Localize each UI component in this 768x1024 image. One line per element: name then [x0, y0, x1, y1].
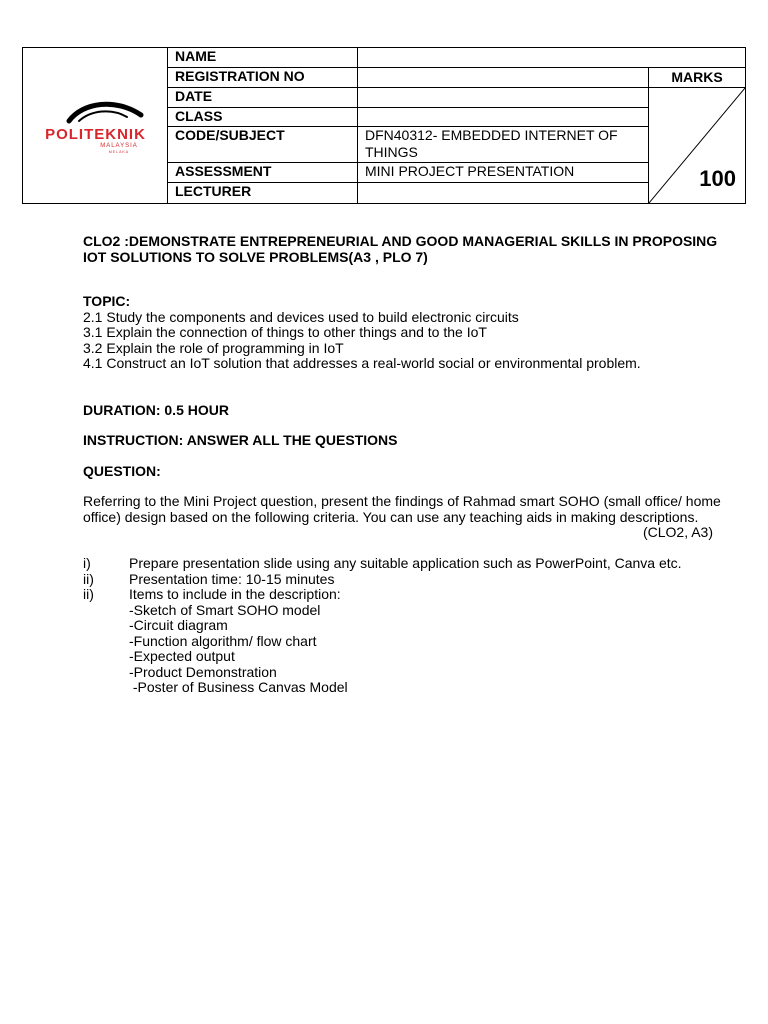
instruction: INSTRUCTION: ANSWER ALL THE QUESTIONS — [83, 432, 398, 448]
list-item — [83, 556, 733, 572]
duration: DURATION: 0.5 HOUR — [83, 401, 229, 418]
sub-item: -Sketch of Smart SOHO model — [129, 601, 321, 618]
sub-item: -Product Demonstration — [129, 663, 277, 680]
sub-item: -Function algorithm/ flow chart — [129, 632, 317, 649]
sub-item: -Poster of Business Canvas Model — [129, 679, 348, 695]
politeknik-logo — [23, 89, 168, 159]
topic-item: 4.1 Construct an IoT solution that addresses a real-world social or environmental problem. — [83, 355, 641, 371]
assessment-label: ASSESSMENT — [168, 163, 358, 183]
marks-score-cell — [649, 88, 746, 204]
header-table — [22, 47, 746, 204]
list-text: Prepare presentation slide using any suitable application such as PowerPoint, Canva etc. — [129, 555, 682, 571]
class-value[interactable] — [358, 108, 649, 127]
assessment-value: MINI PROJECT PRESENTATION — [358, 163, 649, 183]
date-label: DATE — [168, 88, 358, 108]
logo-name: POLITEKNIK — [45, 125, 146, 143]
topic-heading: TOPIC: — [83, 293, 131, 309]
registration-value[interactable] — [358, 68, 649, 88]
class-label: CLASS — [168, 108, 358, 127]
list-item — [83, 572, 733, 588]
code-subject-value: DFN40312- EMBEDDED INTERNET OF THINGS — [358, 127, 649, 163]
list-number: ii) — [83, 570, 94, 587]
question-text: Referring to the Mini Project question, present the findings of Rahmad smart SOHO (small office/ home office) design based on the following criteria. You can use any teaching aids in making descriptions. — [83, 493, 721, 525]
topic-item: 2.1 Study the components and devices used to build electronic circuits — [83, 308, 519, 325]
marks-total: 100 — [699, 166, 736, 191]
question-list — [83, 556, 733, 696]
topic-section — [83, 294, 733, 479]
lecturer-label: LECTURER — [168, 183, 358, 204]
name-label: NAME — [168, 48, 358, 68]
date-value[interactable] — [358, 88, 649, 108]
question-heading: QUESTION: — [83, 462, 161, 479]
list-number: i) — [83, 555, 91, 571]
list-number: ii) — [83, 586, 94, 602]
code-subject-label: CODE/SUBJECT — [168, 127, 358, 163]
list-text: Items to include in the description: — [129, 586, 341, 602]
clo-statement: CLO2 :DEMONSTRATE ENTREPRENEURIAL AND GOOD MANAGERIAL SKILLS IN PROPOSING IOT SOLUTIONS TO SOLVE PROBLEMS(A3 , PLO 7) — [83, 233, 718, 265]
name-value[interactable] — [358, 48, 746, 68]
marks-label: MARKS — [649, 68, 746, 88]
list-text: Presentation time: 10-15 minutes — [129, 570, 335, 587]
sub-item: -Circuit diagram — [129, 617, 228, 633]
clo-reference: (CLO2, A3) — [642, 524, 713, 540]
logo-cell — [23, 48, 168, 204]
logo-tag: MELAKA — [108, 149, 130, 154]
registration-label: REGISTRATION NO — [168, 68, 358, 88]
list-item — [83, 587, 733, 603]
question-paragraph — [83, 494, 733, 541]
sub-item: -Expected output — [129, 648, 235, 664]
topic-item: 3.2 Explain the role of programming in IoT — [83, 339, 344, 356]
topic-item: 3.1 Explain the connection of things to other things and to the IoT — [83, 324, 487, 340]
logo-sub: MALAYSIA — [100, 142, 138, 149]
lecturer-value[interactable] — [358, 183, 649, 204]
